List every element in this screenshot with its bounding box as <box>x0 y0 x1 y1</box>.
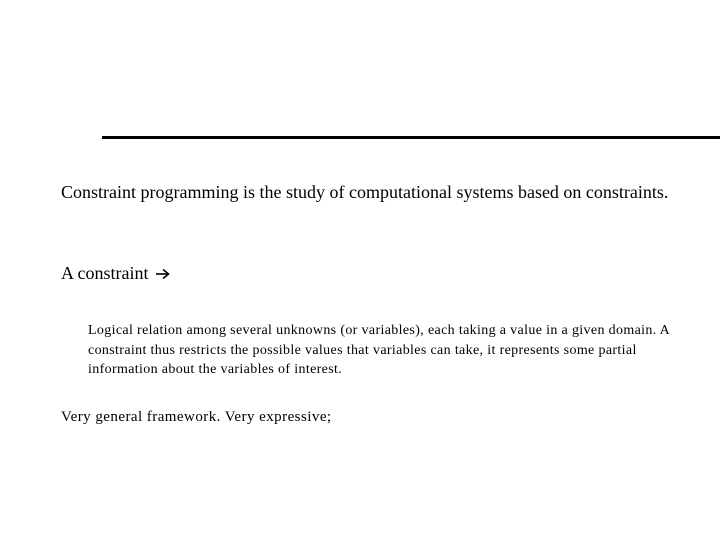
constraint-description: Logical relation among several unknowns (or variables), each taking a value in a given domain. A constraint thus restricts the possible values that variables can take, it represents some partial information about the variables of interest. <box>88 323 670 377</box>
right-arrow-icon <box>155 263 170 285</box>
constraint-heading-label: A constraint <box>61 263 149 283</box>
constraint-heading <box>61 262 170 285</box>
definition-paragraph: Constraint programming is the study of computational systems based on constraints. <box>61 182 669 202</box>
framework-note: Very general framework. Very expressive; <box>61 409 332 425</box>
title-rule <box>102 136 720 139</box>
